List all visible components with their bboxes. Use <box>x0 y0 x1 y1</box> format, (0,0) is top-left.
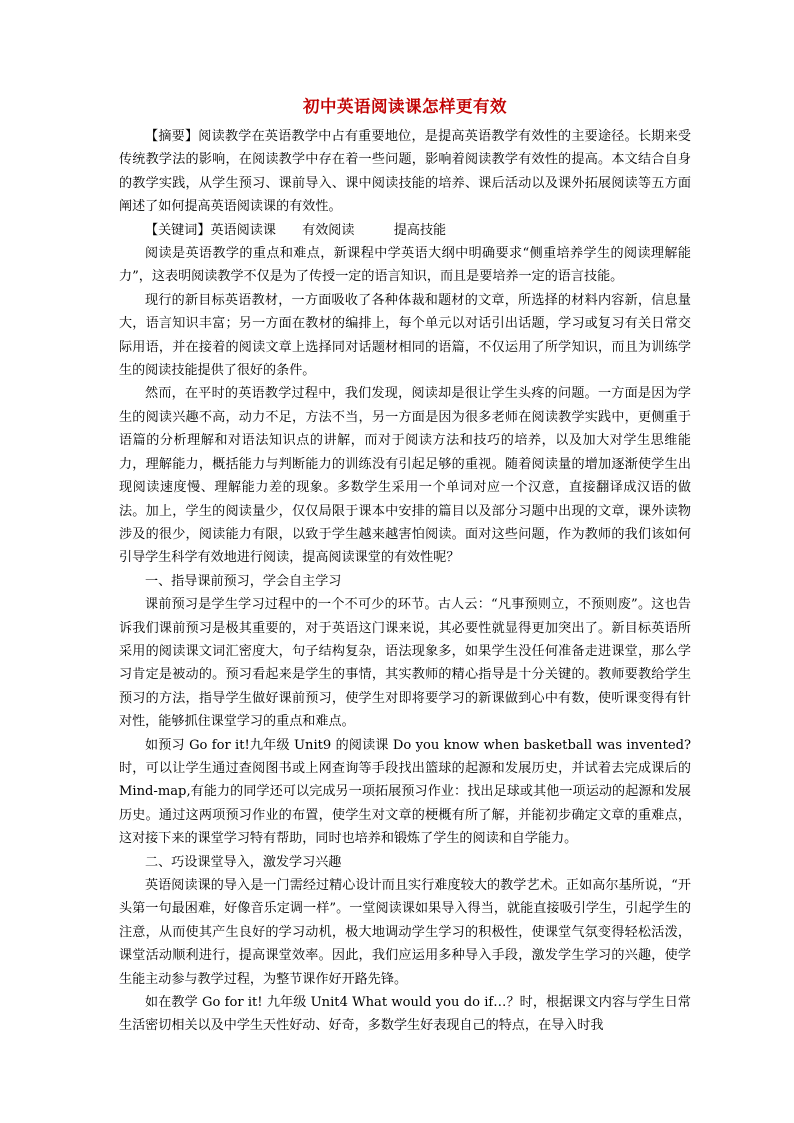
body-paragraph: 现行的新目标英语教材，一方面吸收了各种体裁和题材的文章，所选择的材料内容新，信息量大，语言知识丰富；另一方面在教材的编排上，每个单元以对话引出话题，学习或复习有关日常交际用语，并在接着的阅读文章上选择同对话题材相同的语篇，不仅运用了所学知识，而且为训练学生的阅读技能提供了很好的条件。 <box>119 292 691 379</box>
abstract-label: 【摘要】 <box>145 129 199 144</box>
keywords-paragraph <box>119 219 691 242</box>
document-title: 初中英语阅读课怎样更有效 <box>303 97 507 116</box>
keywords-text: 英语阅读课 有效阅读 提高技能 <box>210 222 447 238</box>
abstract-paragraph <box>119 125 691 219</box>
keywords-label: 【关键词】 <box>145 222 211 238</box>
section2-paragraph: 如在教学 Go for it! 九年级 Unit4 What would you do if…？时，根据课文内容与学生日常生活密切相关以及中学生天性好动、好奇，多数学生好表现自己的特点，在导入时我 <box>119 995 691 1034</box>
section2-paragraph: 英语阅读课的导入是一门需经过精心设计而且实行难度较大的教学艺术。正如高尔基所说，“开头第一句最困难，好像音乐定调一样”。一堂阅读课如果导入得当，就能直接吸引学生，引起学生的注意，从而使其产生良好的学习动机，极大地调动学生学习的积极性，使课堂气氛变得轻松活泼，课堂活动顺利进行，提高课堂效率。因此，我们应运用多种导入手段，激发学生学习的兴趣，使学生能主动参与教学过程，为整节课作好开路先锋。 <box>119 878 691 987</box>
document-page <box>119 96 691 1038</box>
body-paragraph: 然而，在平时的英语教学过程中，我们发现，阅读却是很让学生头疼的问题。一方面是因为学生的阅读兴趣不高，动力不足，方法不当，另一方面是因为很多老师在阅读教学实践中，更侧重于语篇的分析理解和对语法知识点的讲解，而对于阅读方法和技巧的培养，以及加大对学生思维能力，理解能力，概括能力与判断能力的训练没有引起足够的重视。随着阅读量的增加逐渐使学生出现阅读速度慢、理解能力差的现象。多数学生采用一个单词对应一个汉意，直接翻译成汉语的做法。加上，学生的阅读量少，仅仅局限于课本中安排的篇目以及部分习题中出现的文章，课外读物涉及的很少，阅读能力有限，以致于学生越来越害怕阅读。面对这些问题，作为教师的我们该如何引导学生科学有效地进行阅读，提高阅读课堂的有效性呢？ <box>119 386 691 566</box>
section-heading-1: 一、指导课前预习，学会自主学习 <box>145 573 342 589</box>
abstract-text: 阅读教学在英语教学中占有重要地位，是提高英语教学有效性的主要途径。长期来受传统教学法的影响，在阅读教学中存在着一些问题，影响着阅读教学有效性的提高。本文结合自身的教学实践，从学生预习、课前导入、课中阅读技能的培养、课后活动以及课外拓展阅读等五方面阐述了如何提高英语阅读课的有效性。 <box>119 129 692 215</box>
section-heading-2: 二、巧设课堂导入，激发学习兴趣 <box>145 854 342 870</box>
section1-paragraph: 如预习 Go for it!九年级 Unit9 的阅读课 Do you know when basketball was invented?时，可以让学生通过查阅图书或上网查询等手段找出篮球的起源和发展历史，并试着去完成课后的 Mind-map,有能力的同学还可以完成另一项拓展预习作业：找出足球或其他一项运动的起源和发展历史。通过这两项预习作业的布置，使学生对文章的梗概有所了解，并能初步确定文章的重难点，这对接下来的课堂学习特有帮助，同时也培养和锻炼了学生的阅读和自学能力。 <box>119 737 691 847</box>
section1-paragraph: 课前预习是学生学习过程中的一个不可少的环节。古人云：“凡事预则立，不预则废”。这也告诉我们课前预习是极其重要的，对于英语这门课来说，其必要性就显得更加突出了。新目标英语所采用的阅读课文词汇密度大，句子结构复杂，语法现象多，如果学生没任何准备走进课堂，那么学习肯定是被动的。预习看起来是学生的事情，其实教师的精心指导是十分关键的。教师要教给学生预习的方法，指导学生做好课前预习，使学生对即将要学习的新课做到心中有数，使听课变得有针对性，能够抓住课堂学习的重点和难点。 <box>119 597 691 730</box>
body-paragraph: 阅读是英语教学的重点和难点，新课程中学英语大纲中明确要求“侧重培养学生的阅读理解能力”，这表明阅读教学不仅是为了传授一定的语言知识，而且是要培养一定的语言技能。 <box>119 246 691 285</box>
